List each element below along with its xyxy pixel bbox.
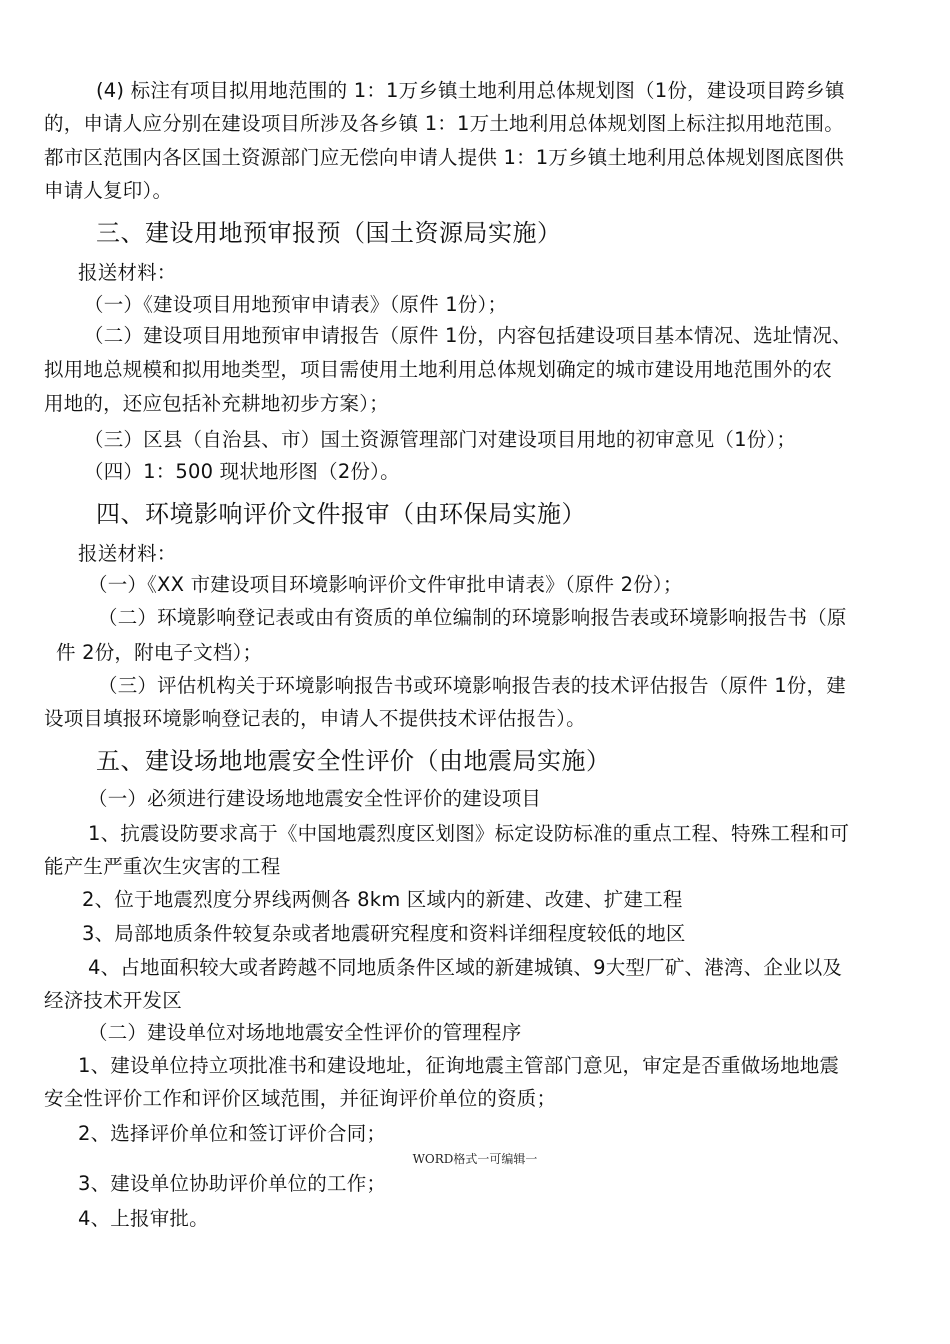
paragraph-line: 都市区范围内各区国土资源部门应无偿向申请人提供 1：1万乡镇土地利用总体规划图底图供: [44, 146, 844, 169]
paragraph-line: 的，申请人应分别在建设项目所涉及各乡镇 1：1万土地利用总体规划图上标注拟用地范围。: [44, 112, 844, 135]
paragraph-line: 件 2份，附电子文档）；: [56, 641, 263, 664]
paragraph-line: 安全性评价工作和评价区域范围，并征询评价单位的资质；: [44, 1087, 557, 1110]
page-footer: WORD格式一可编辑一: [412, 1152, 538, 1166]
paragraph-line: 报送材料：: [78, 542, 177, 565]
paragraph-line: （四）1：500 现状地形图（2份）。: [84, 460, 400, 483]
paragraph-line: 拟用地总规模和拟用地类型，项目需使用土地利用总体规划确定的城市建设用地范围外的农: [44, 358, 833, 381]
paragraph-line: （一）《XX 市建设项目环境影响评价文件审批申请表》（原件 2份）；: [88, 573, 683, 596]
paragraph-line: (4) 标注有项目拟用地范围的 1：1万乡镇土地利用总体规划图（1份，建设项目跨乡镇: [96, 79, 845, 102]
section-heading: 四、环境影响评价文件报审（由环保局实施）: [96, 500, 586, 528]
section-heading: 五、建设场地地震安全性评价（由地震局实施）: [96, 747, 611, 775]
paragraph-line: 1、抗震设防要求高于《中国地震烈度区划图》标定设防标准的重点工程、特殊工程和可: [88, 822, 850, 845]
paragraph-line: 经济技术开发区: [44, 989, 182, 1012]
paragraph-line: 2、位于地震烈度分界线两侧各 8km 区域内的新建、改建、扩建工程: [82, 888, 683, 911]
paragraph-line: 2、选择评价单位和签订评价合同；: [78, 1122, 387, 1145]
paragraph-line: （一）《建设项目用地预审申请表》（原件 1份）；: [84, 293, 508, 316]
paragraph-line: 报送材料：: [78, 261, 177, 284]
paragraph-line: （二）建设项目用地预审申请报告（原件 1份，内容包括建设项目基本情况、选址情况、: [84, 324, 852, 347]
paragraph-line: 4、上报审批。: [78, 1207, 209, 1230]
paragraph-line: 3、局部地质条件较复杂或者地震研究程度和资料详细程度较低的地区: [82, 922, 686, 945]
paragraph-line: 申请人复印）。: [44, 179, 173, 202]
paragraph-line: （二）建设单位对场地地震安全性评价的管理程序: [88, 1021, 522, 1044]
paragraph-line: （二）环境影响登记表或由有资质的单位编制的环境影响报告表或环境影响报告书（原: [98, 606, 847, 629]
paragraph-line: （一）必须进行建设场地地震安全性评价的建设项目: [88, 787, 542, 810]
paragraph-line: 3、建设单位协助评价单位的工作；: [78, 1172, 387, 1195]
paragraph-line: 4、占地面积较大或者跨越不同地质条件区域的新建城镇、9大型厂矿、港湾、企业以及: [88, 956, 843, 979]
paragraph-line: 设项目填报环境影响登记表的，申请人不提供技术评估报告）。: [44, 707, 586, 730]
paragraph-line: （三）区县（自治县、市）国土资源管理部门对建设项目用地的初审意见（1份）；: [84, 428, 797, 451]
paragraph-line: 能产生严重次生灾害的工程: [44, 855, 281, 878]
paragraph-line: 用地的，还应包括补充耕地初步方案）；: [44, 392, 389, 415]
paragraph-line: 1、建设单位持立项批准书和建设地址，征询地震主管部门意见，审定是否重做场地地震: [78, 1054, 840, 1077]
section-heading: 三、建设用地预审报预（国土资源局实施）: [96, 219, 562, 247]
paragraph-line: （三）评估机构关于环境影响报告书或环境影响报告表的技术评估报告（原件 1份，建: [98, 674, 846, 697]
